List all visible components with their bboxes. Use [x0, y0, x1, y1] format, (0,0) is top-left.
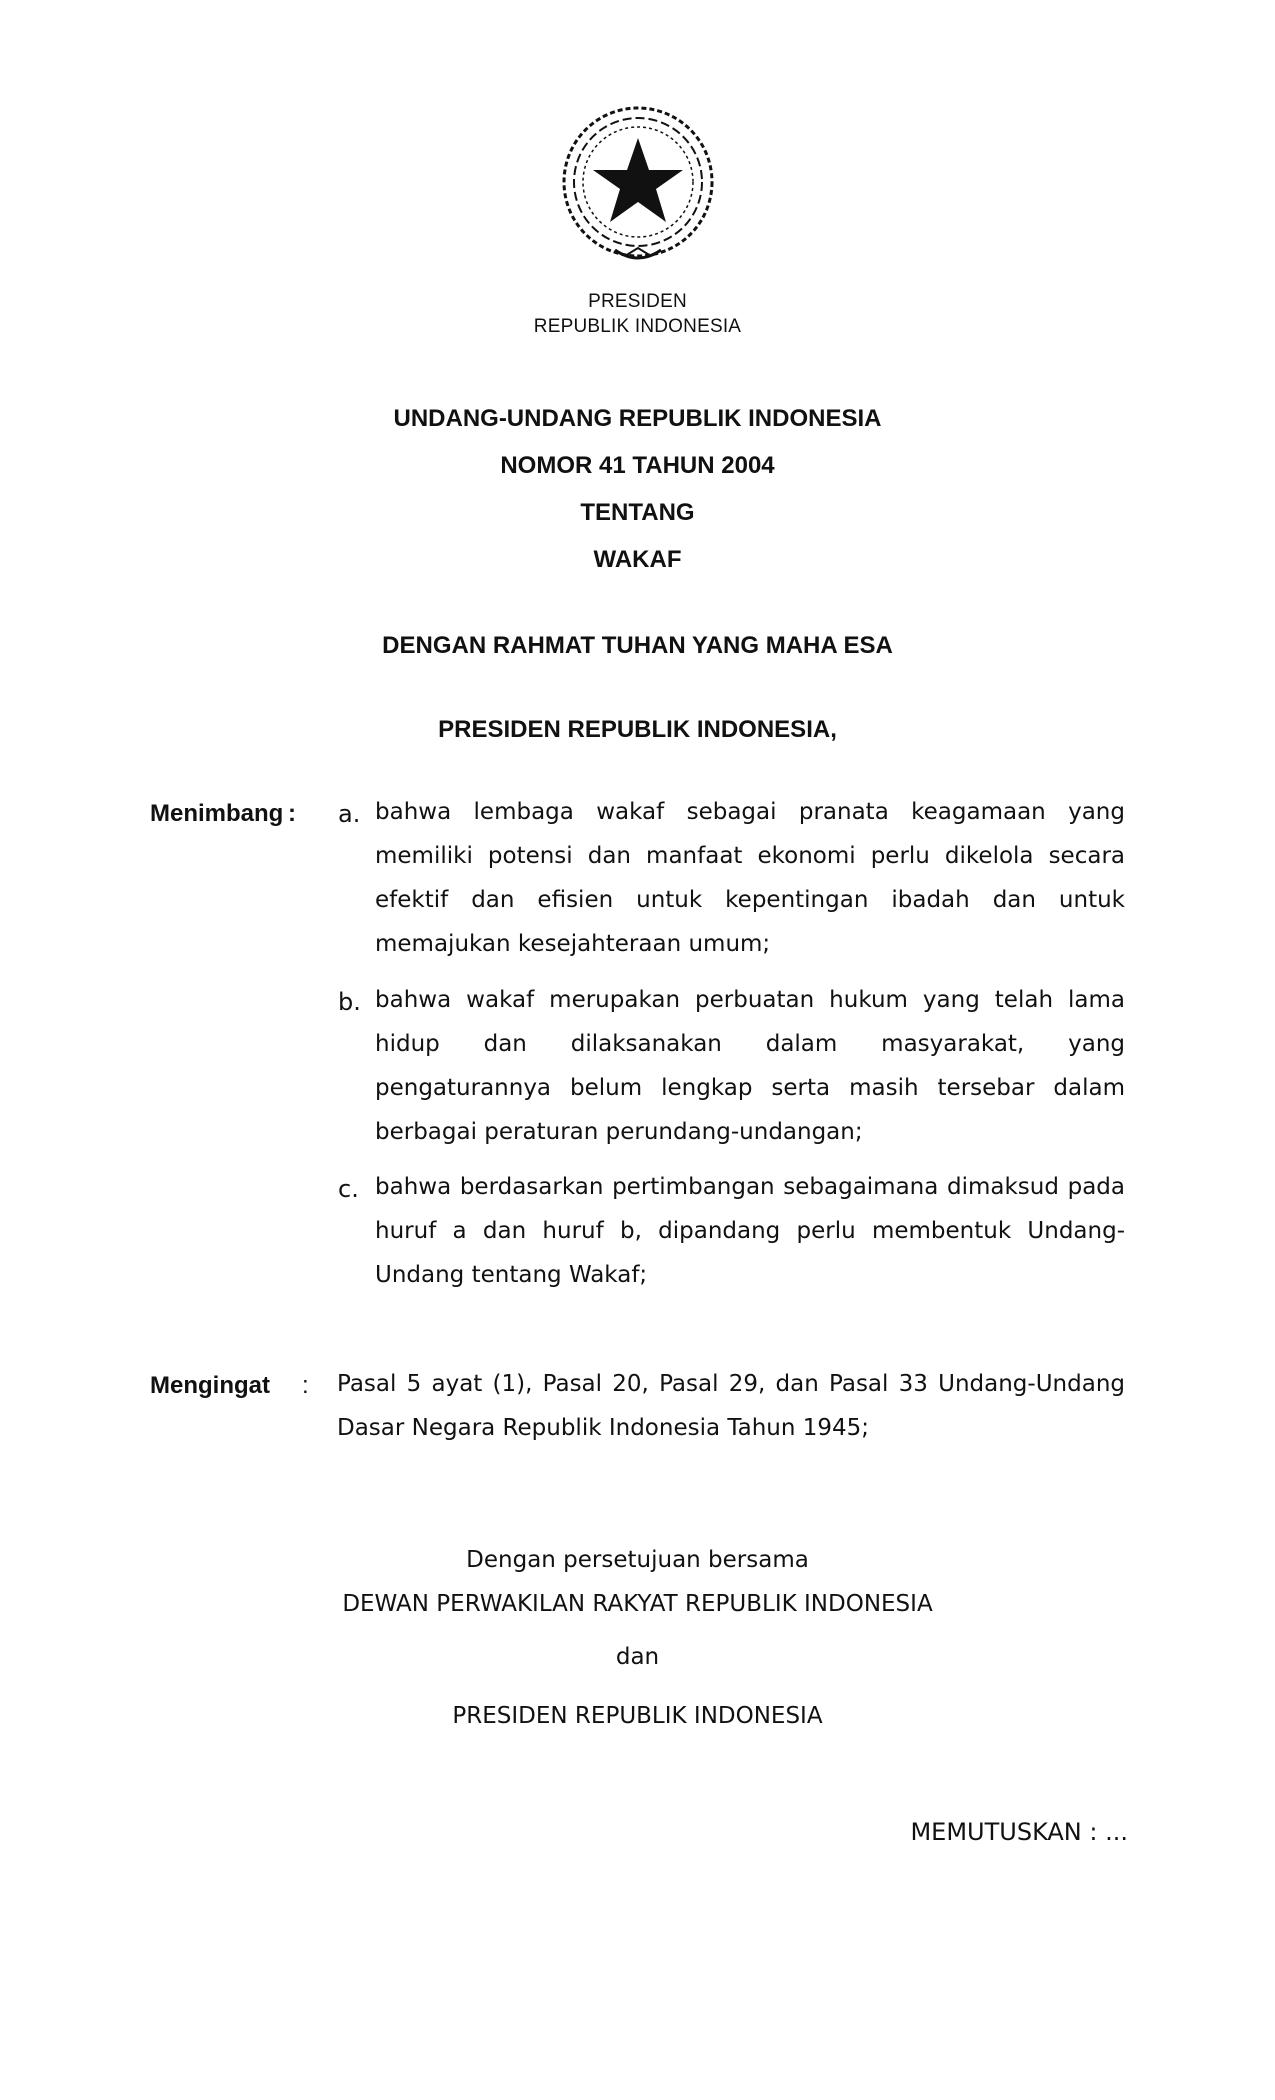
approval-dpr: DEWAN PERWAKILAN RAKYAT REPUBLIK INDONESIA [342, 1591, 933, 1617]
menimbang-item-a-text: bahwa lembaga wakaf sebagai pranata keagamaan yang memiliki potensi dan manfaat ekonomi perlu dikelola secara efektif dan efisien untuk kepentingan ibadah dan untuk memajukan kesejahteraan umum; [375, 799, 1125, 957]
mengingat-label: Mengingat [150, 1372, 270, 1399]
menimbang-item-b-marker: b. [338, 988, 361, 1016]
law-about: TENTANG [580, 499, 695, 526]
menimbang-item-c-text: bahwa berdasarkan pertimbangan sebagaimana dimaksud pada huruf a dan huruf b, dipandang perlu membentuk Undang-Undang tentang Wakaf; [375, 1174, 1125, 1288]
menimbang-colon: : [288, 800, 296, 827]
mengingat-text: Pasal 5 ayat (1), Pasal 20, Pasal 29, dan Pasal 33 Undang-Undang Dasar Negara Republik Indonesia Tahun 1945; [337, 1371, 1125, 1441]
header-caption-president: PRESIDEN [588, 291, 687, 312]
approval-president: PRESIDEN REPUBLIK INDONESIA [452, 1703, 823, 1729]
garuda-star-emblem-icon [553, 100, 723, 270]
law-number: NOMOR 41 TAHUN 2004 [500, 452, 775, 479]
president-heading: PRESIDEN REPUBLIK INDONESIA, [438, 716, 837, 743]
law-title: UNDANG-UNDANG REPUBLIK INDONESIA [393, 405, 882, 432]
blessing-heading: DENGAN RAHMAT TUHAN YANG MAHA ESA [382, 632, 893, 659]
law-subject: WAKAF [593, 546, 682, 573]
menimbang-item-a-marker: a. [338, 800, 361, 828]
memutuskan-continuation: MEMUTUSKAN : ... [910, 1818, 1128, 1846]
mengingat-colon: : [302, 1372, 309, 1399]
header-caption-republic: REPUBLIK INDONESIA [533, 316, 742, 337]
approval-line: Dengan persetujuan bersama [466, 1547, 809, 1573]
menimbang-item-b-text: bahwa wakaf merupakan perbuatan hukum yang telah lama hidup dan dilaksanakan dalam masyarakat, yang pengaturannya belum lengkap serta masih tersebar dalam berbagai peraturan perundang-undangan; [375, 987, 1125, 1145]
menimbang-item-c-marker: c. [338, 1175, 359, 1203]
menimbang-label: Menimbang [150, 800, 284, 827]
approval-and: dan [615, 1644, 660, 1670]
